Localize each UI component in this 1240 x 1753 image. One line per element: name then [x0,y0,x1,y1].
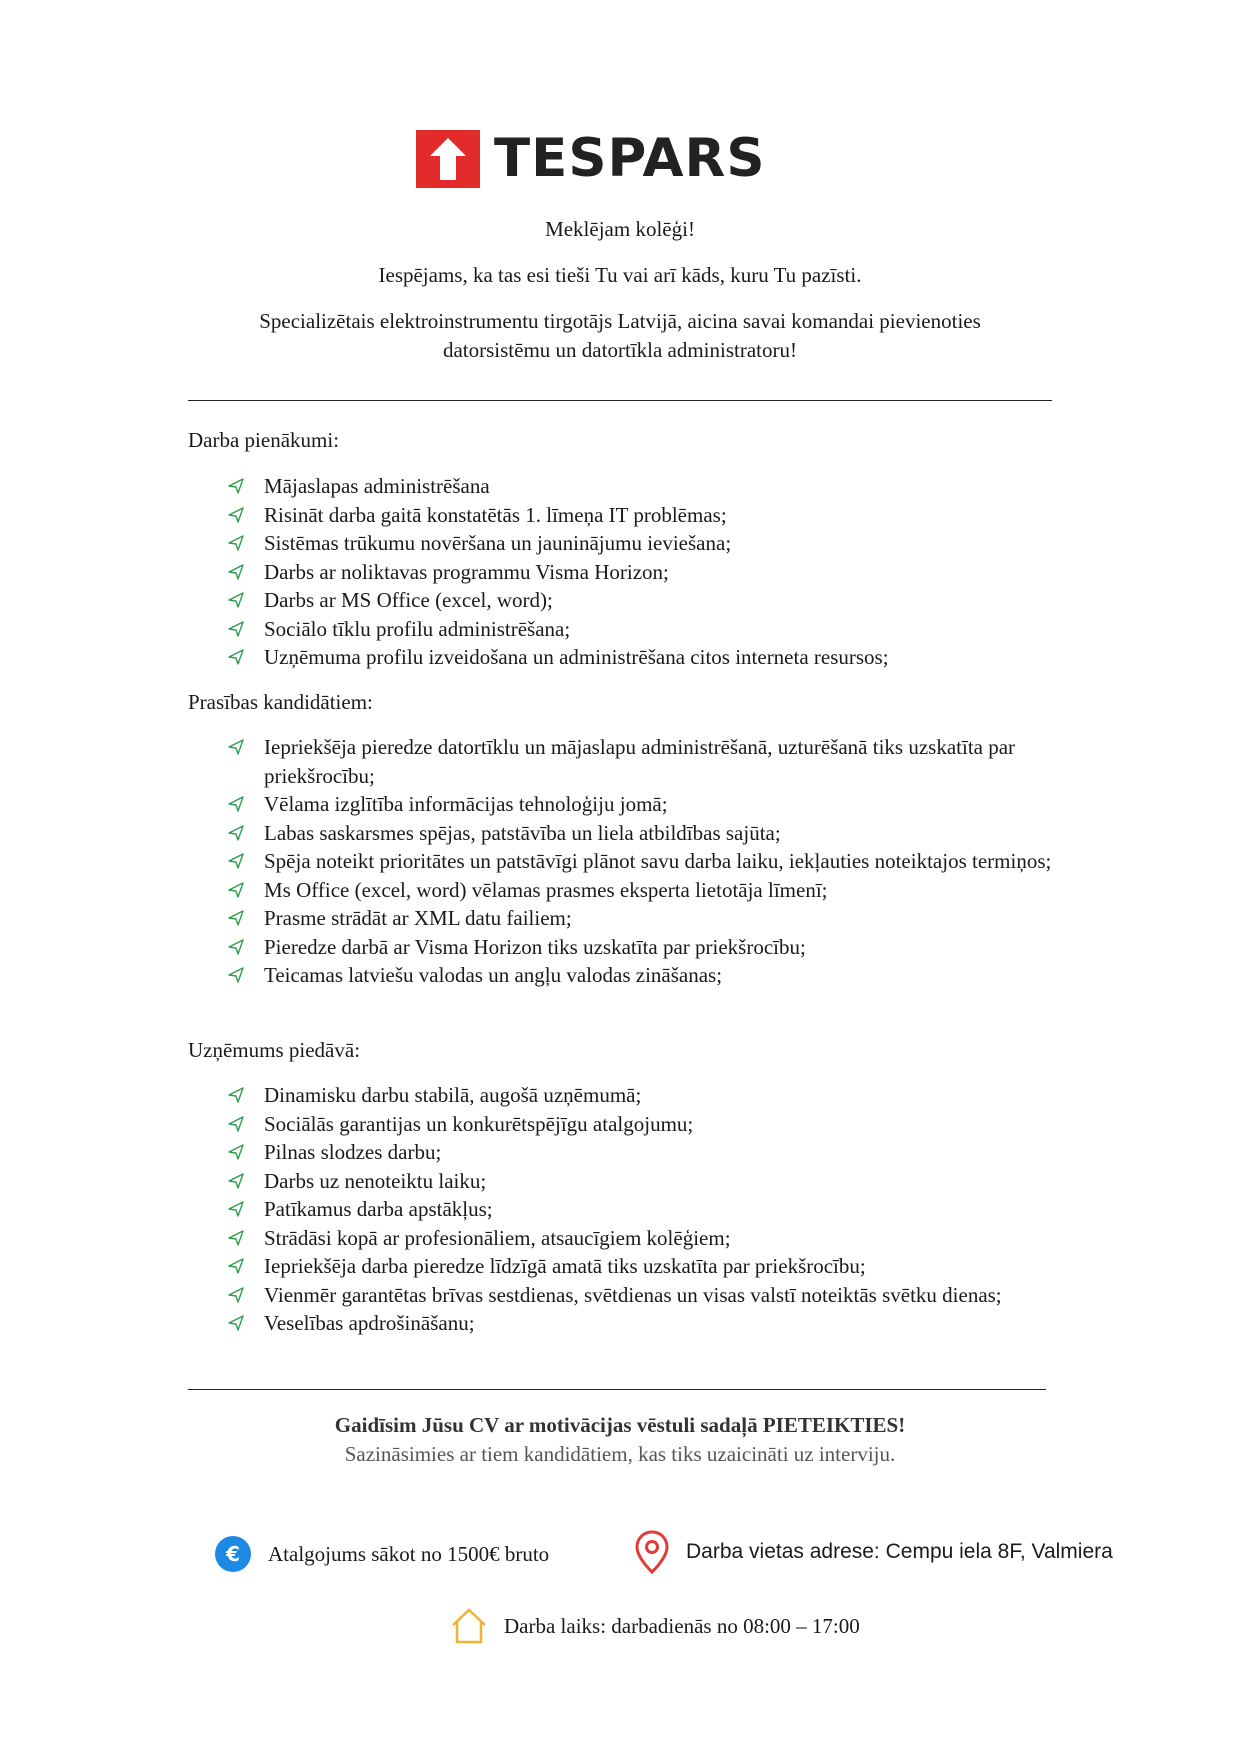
list-item-text: Spēja noteikt prioritātes un patstāvīgi plānot savu darba laiku, iekļauties noteiktajos termiņos; [264,849,1052,873]
intro-text [0,307,1240,365]
contact-note: Sazināsimies ar tiem kandidātiem, kas tiks uzaicināti uz interviju. [344,1442,896,1466]
arrow-bullet-icon [228,507,244,523]
list-item [226,847,1056,876]
list-item-text: Risināt darba gaitā konstatētās 1. līmeņa IT problēmas; [264,502,727,527]
list-item [226,1281,1056,1310]
list-item [226,961,1056,990]
list-item [226,643,1056,672]
address-text: Darba vietas adrese: Cempu iela 8F, Valmiera [686,1540,1113,1563]
list-item-text: Uzņēmuma profilu izveidošana un administrēšana citos interneta resursos; [264,645,889,669]
address-info [634,1530,1113,1574]
list-item [226,790,1056,819]
arrow-bullet-icon [228,592,244,608]
list-item [226,904,1056,933]
offer-list [226,1081,1056,1338]
list-item-text: Dinamisku darbu stabilā, augošā uzņēmumā; [264,1083,642,1107]
arrow-bullet-icon [228,1230,244,1246]
list-item-text: Strādāsi kopā ar profesionāliem, atsaucīgiem kolēģiem; [264,1225,731,1250]
list-item [226,1195,1056,1224]
arrow-bullet-icon [228,1144,244,1160]
list-item-text: Prasme strādāt ar XML datu failiem; [264,906,572,930]
list-item [226,819,1056,848]
section-title-offer: Uzņēmums piedāvā: [188,1038,361,1062]
list-item [226,876,1056,905]
duties-list [226,472,1056,672]
arrow-bullet-icon [228,1315,244,1331]
list-item [226,501,1056,530]
list-item [226,615,1056,644]
list-item-text: Darbs uz nenoteiktu laiku; [264,1168,487,1193]
arrow-bullet-icon [228,825,244,841]
list-item [226,1167,1056,1196]
svg-text:€: € [226,1542,240,1566]
arrow-bullet-icon [228,535,244,551]
list-item-text: Labas saskarsmes spējas, patstāvība un liela atbildības sajūta; [264,820,781,845]
list-item [226,529,1056,558]
list-item-text: Pilnas slodzes darbu; [264,1140,442,1164]
list-item [226,1110,1056,1139]
arrow-bullet-icon [228,910,244,926]
call-to-action: Gaidīsim Jūsu CV ar motivācijas vēstuli sadaļā PIETEIKTIES! [334,1413,906,1437]
list-item-text: Iepriekšēja pieredze datortīklu un mājaslapu administrēšanā, uzturēšanā tiks uzskatīta par priekšrocību; [264,735,1016,788]
euro-icon [214,1535,252,1573]
list-item [226,1309,1056,1338]
arrow-bullet-icon [228,939,244,955]
list-item-text: Vienmēr garantētas brīvas sestdienas, svētdienas un visas valstī noteiktās svētku dienas; [264,1282,1002,1307]
hours-info [450,1607,860,1645]
arrow-bullet-icon [228,882,244,898]
arrow-bullet-icon [228,739,244,755]
arrow-bullet-icon [228,478,244,494]
hours-text: Darba laiks: darbadienās no 08:00 – 17:00 [504,1613,860,1638]
arrow-bullet-icon [228,564,244,580]
arrow-bullet-icon [228,853,244,869]
list-item [226,733,1056,790]
headline: Meklējam kolēģi! [545,217,695,241]
divider-top [188,400,1052,401]
list-item-text: Vēlama izglītība informācijas tehnoloģiju jomā; [264,792,668,816]
house-icon [450,1607,488,1645]
arrow-bullet-icon [228,1258,244,1274]
intro-line-1: Specializētais elektroinstrumentu tirgotājs Latvijā, aicina savai komandai pievienoties [259,309,981,333]
arrow-bullet-icon [228,1087,244,1103]
salary-text: Atalgojums sākot no 1500€ bruto [268,1541,550,1566]
list-item [226,1081,1056,1110]
list-item-text: Iepriekšēja darba pieredze līdzīgā amatā tiks uzskatīta par priekšrocību; [264,1254,866,1278]
list-item [226,1138,1056,1167]
location-pin-icon [634,1530,670,1574]
arrow-bullet-icon [228,1116,244,1132]
intro-line-2: datorsistēmu un datortīkla administratoru! [442,338,797,362]
list-item-text: Darbs ar MS Office (excel, word); [264,588,553,612]
list-item-text: Teicamas latviešu valodas un angļu valodas zināšanas; [264,963,723,987]
list-item-text: Sociālo tīklu profilu administrēšana; [264,616,571,641]
list-item [226,933,1056,962]
arrow-bullet-icon [228,967,244,983]
arrow-bullet-icon [228,1287,244,1303]
list-item-text: Darbs ar noliktavas programmu Visma Horizon; [264,559,669,584]
salary-info [214,1535,549,1573]
list-item [226,1224,1056,1253]
arrow-bullet-icon [228,649,244,665]
list-item [226,586,1056,615]
arrow-bullet-icon [228,621,244,637]
section-title-duties: Darba pienākumi: [188,428,340,452]
list-item [226,472,1056,501]
list-item-text: Veselības apdrošināšanu; [264,1311,475,1335]
arrow-bullet-icon [228,796,244,812]
list-item-text: Pieredze darbā ar Visma Horizon tiks uzskatīta par priekšrocību; [264,934,806,959]
list-item-text: Patīkamus darba apstākļus; [264,1197,493,1221]
requirements-list [226,733,1056,990]
tespars-logo-icon [416,130,480,188]
subline: Iespējams, ka tas esi tieši Tu vai arī kāds, kuru Tu pazīsti. [378,263,862,287]
arrow-bullet-icon [228,1173,244,1189]
list-item-text: Ms Office (excel, word) vēlamas prasmes eksperta lietotāja līmenī; [264,877,828,902]
logo [416,130,766,188]
divider-bottom [188,1389,1046,1390]
list-item [226,1252,1056,1281]
list-item [226,558,1056,587]
list-item-text: Sociālās garantijas un konkurētspējīgu atalgojumu; [264,1111,694,1136]
list-item-text: Sistēmas trūkumu novēršana un jauninājumu ieviešana; [264,531,732,555]
logo-text: TESPARS [494,128,766,189]
list-item-text: Mājaslapas administrēšana [264,474,490,498]
section-title-requirements: Prasības kandidātiem: [188,690,373,714]
arrow-bullet-icon [228,1201,244,1217]
